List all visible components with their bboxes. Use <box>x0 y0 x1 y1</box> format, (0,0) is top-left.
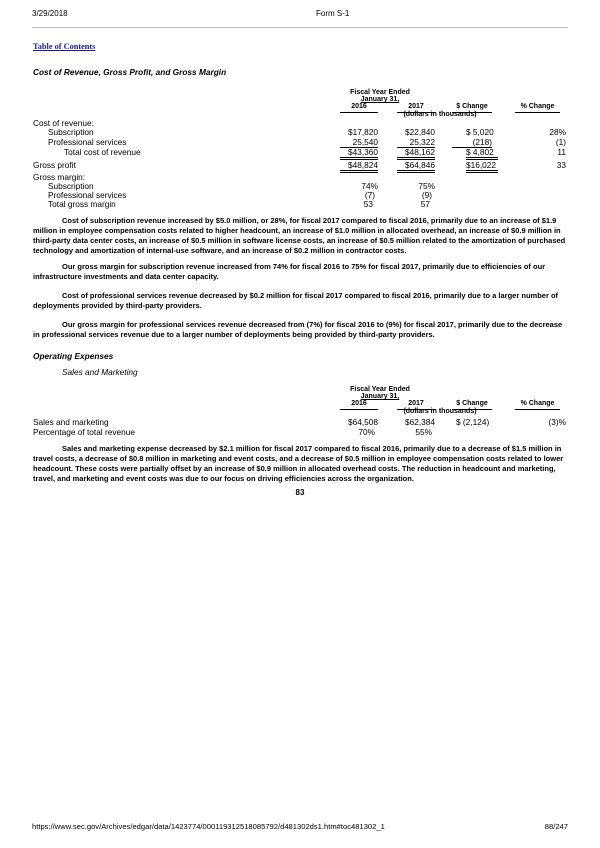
cell-percent-change: (3)% <box>548 417 566 427</box>
section-title-cost-of-revenue: Cost of Revenue, Gross Profit, and Gross Margin <box>33 67 227 77</box>
subsection-title-sales-marketing: Sales and Marketing <box>62 367 138 377</box>
cell-2017: 75% <box>418 181 435 191</box>
cell-2017: $48,162 <box>397 147 435 160</box>
t2-period: January 31, <box>360 393 400 400</box>
row-label: Professional services <box>48 137 127 147</box>
table-of-contents-link[interactable]: Table of Contents <box>33 42 96 51</box>
t2-col-2017: 2017 <box>397 400 435 410</box>
row-label: Total gross margin <box>48 199 116 209</box>
row-label: Total cost of revenue <box>64 147 141 157</box>
page-number: 83 <box>295 488 305 497</box>
t1-fiscal-year-ended: Fiscal Year Ended <box>350 89 410 96</box>
t2-col-2016: 2016 <box>340 400 378 410</box>
paragraph-cost-professional: Cost of professional services revenue decreased by $0.2 million for fiscal 2017 compared to fiscal 2016, primarily due to a larger number of deployments provided by third-party providers. <box>33 291 559 310</box>
footer-page-count: 88/247 <box>544 822 568 831</box>
header-form: Form S-1 <box>316 9 350 18</box>
t2-col-dollar-change: $ Change <box>452 400 492 410</box>
t1-gross-margin-label: Gross margin: <box>33 172 86 182</box>
section-title-operating-expenses: Operating Expenses <box>33 351 114 361</box>
cell-2017: $62,384 <box>405 417 435 427</box>
row-label: Sales and marketing <box>33 417 109 427</box>
t1-col-dollar-change: $ Change <box>452 103 492 113</box>
cell-percent-change: 33 <box>556 160 566 170</box>
row-label: Subscription <box>48 181 94 191</box>
cell-dollar-change: (218) <box>452 137 492 148</box>
header-date: 3/29/2018 <box>32 9 68 18</box>
t1-period: January 31, <box>360 96 400 103</box>
row-label: Professional services <box>48 190 127 200</box>
cell-2017: 55% <box>415 427 432 437</box>
cell-dollar-change: $ 4,802 <box>466 147 498 160</box>
cell-2016: (7) <box>364 190 375 200</box>
t1-col-percent-change: % Change <box>515 103 560 113</box>
paragraph-gross-margin-professional: Our gross margin for professional services revenue decreased from (7%) for fiscal 2016 to (9%) for fiscal 2017, primarily due to the decrease in professional services revenue due to a larger number of deployments being provided by third-party providers. <box>33 320 563 339</box>
t1-col-2017: 2017 <box>397 103 435 113</box>
cell-2016: $64,508 <box>348 417 378 427</box>
t2-units: (dollars in thousands) <box>403 408 477 415</box>
cell-dollar-change: $16,022 <box>466 160 498 173</box>
cell-2017: $22,840 <box>405 127 435 137</box>
cell-2016: $48,824 <box>340 160 378 173</box>
cell-2016: $17,820 <box>348 127 378 137</box>
t1-units: (dollars in thousands) <box>403 111 477 118</box>
cell-2016: $43,360 <box>340 147 378 160</box>
cell-2016: 70% <box>358 427 375 437</box>
cell-percent-change: 28% <box>549 127 566 137</box>
cell-2016: 25,540 <box>340 137 378 148</box>
cell-percent-change: 11 <box>557 147 566 157</box>
cell-dollar-change: $ 5,020 <box>466 127 494 137</box>
t1-col-2016: 2016 <box>340 103 378 113</box>
cell-2017: (9) <box>421 190 432 200</box>
cell-2017: $64,846 <box>397 160 435 173</box>
t2-fiscal-year-ended: Fiscal Year Ended <box>350 386 410 393</box>
cell-2016: 53 <box>363 199 373 209</box>
cell-2017: 25,322 <box>397 137 435 148</box>
t1-cost-of-revenue-label: Cost of revenue: <box>33 118 94 128</box>
paragraph-cost-subscription: Cost of subscription revenue increased by $5.0 million, or 28%, for fiscal 2017 compared to fiscal 2016, primarily due to an increase of $1.9 million in employee compensation costs related to higher headcount, an increase of $1.0 million in allocated overhead, an increase of $0.9 million in third-party data center costs, an increase of $0.5 million in software license costs, an increase of $0.5 million related to the amortization of purchased technology and amortization of internal-use software, and an increase of $0.2 million in contractor costs. <box>33 216 566 255</box>
t2-col-percent-change: % Change <box>515 400 560 410</box>
header-divider <box>32 27 568 28</box>
cell-2016: 74% <box>361 181 378 191</box>
cell-dollar-change: $ (2,124) <box>456 417 490 427</box>
cell-2017: 57 <box>420 199 430 209</box>
cell-percent-change: (1) <box>555 137 566 147</box>
paragraph-gross-margin-subscription: Our gross margin for subscription revenue increased from 74% for fiscal 2016 to 75% for fiscal 2017, primarily due to efficiencies of our infrastructure investments and data center capacity. <box>33 262 546 281</box>
row-label: Percentage of total revenue <box>33 427 135 437</box>
row-label: Subscription <box>48 127 94 137</box>
row-label: Gross profit <box>33 160 76 170</box>
footer-url[interactable]: https://www.sec.gov/Archives/edgar/data/1423774/000119312518085792/d481302ds1.htm#toc481302_1 <box>32 822 385 831</box>
paragraph-sales-marketing: Sales and marketing expense decreased by $2.1 million for fiscal 2017 compared to fiscal 2016, primarily due to a decrease of $1.5 million in travel costs, a decrease of $0.8 million in marketing and event costs, and a decrease of $0.5 million in employee compensation costs related to lower headcount. These costs were partially offset by an increase of $0.9 million in allocated overhead costs. The reduction in headcount and marketing, travel, and marketing and event costs was due to our focus on driving efficiencies across the organization. <box>33 444 564 483</box>
